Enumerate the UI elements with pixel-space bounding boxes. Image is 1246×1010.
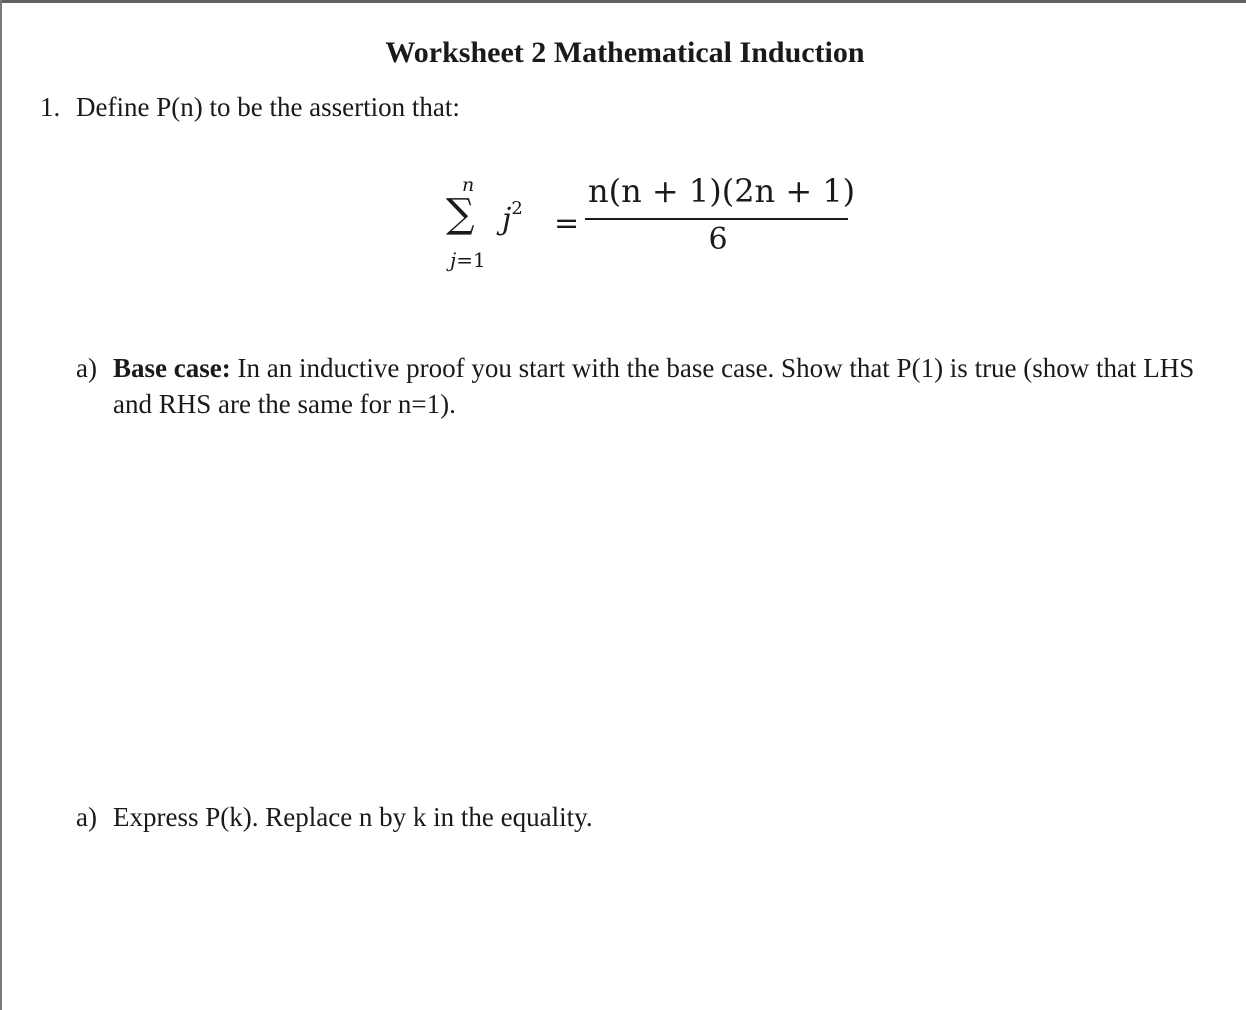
question-text: Define P(n) to be the assertion that:	[76, 92, 460, 122]
equals-sign: =	[554, 206, 580, 241]
part-text	[113, 350, 1203, 422]
sum-lower-rest: =1	[456, 248, 486, 272]
sum-lower-var: j	[450, 248, 457, 272]
window-top-border	[0, 0, 1246, 3]
part-base-case	[76, 350, 1203, 422]
part-label: a)	[76, 802, 97, 832]
part-express-pk	[76, 799, 1203, 835]
question-number: 1.	[40, 92, 61, 122]
fraction-numerator: n(n + 1)(2n + 1)	[588, 172, 856, 210]
term-exponent: 2	[511, 198, 523, 219]
part-body: In an inductive proof you start with the base case. Show that P(1) is true (show that LHS and RHS are the same for n=1).	[113, 353, 1195, 419]
question-1	[40, 92, 460, 123]
term-base: j	[502, 202, 512, 237]
fraction-denominator: 6	[708, 222, 728, 257]
sum-term	[502, 198, 523, 237]
part-heading: Base case:	[113, 353, 231, 383]
worksheet-title: Worksheet 2 Mathematical Induction	[385, 36, 865, 69]
part-label: a)	[76, 353, 97, 383]
sigma-symbol: ∑	[446, 191, 475, 237]
sum-lower-limit	[450, 248, 486, 272]
part-body: Express P(k). Replace n by k in the equality.	[113, 802, 593, 832]
sum-upper-limit: n	[462, 174, 475, 196]
window-left-border	[0, 0, 2, 1010]
summation-formula	[440, 168, 860, 278]
fraction-bar	[585, 218, 848, 220]
